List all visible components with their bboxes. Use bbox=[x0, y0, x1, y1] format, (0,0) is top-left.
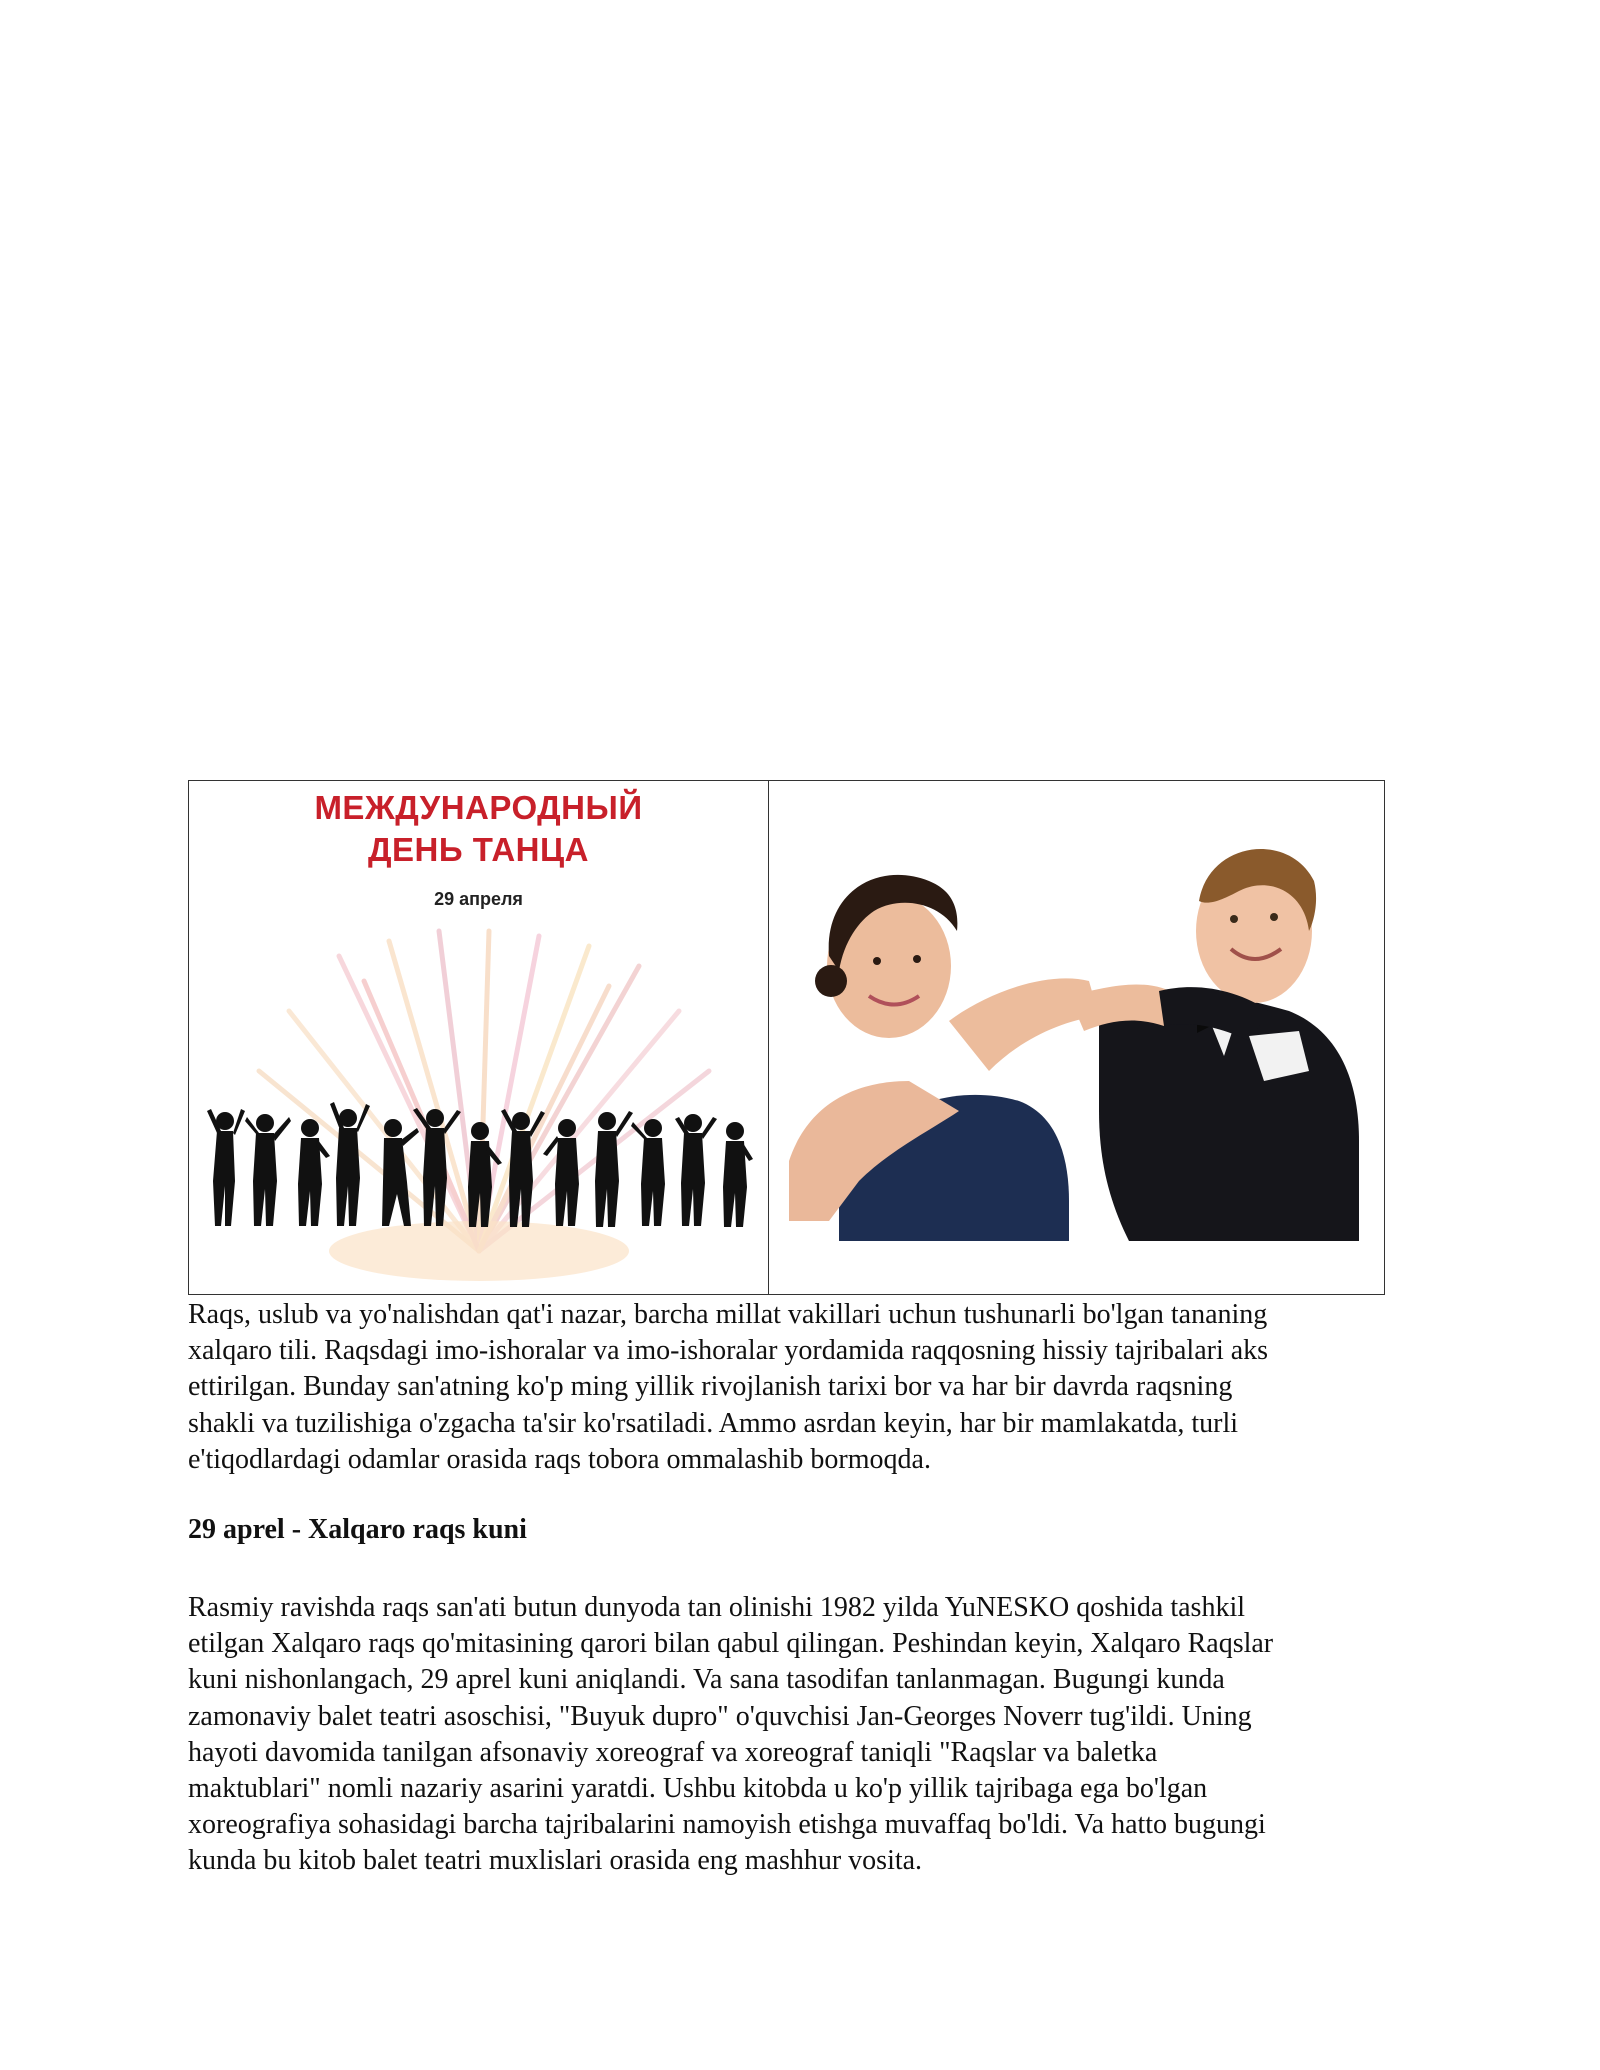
paragraph-line: etilgan Xalqaro raqs qo'mitasining qarori bilan qabul qilingan. Peshindan keyin, Xalqaro Raqslar bbox=[188, 1628, 1274, 1660]
poster-date: 29 апреля bbox=[434, 889, 523, 909]
paragraph-line: kuni nishonlangach, 29 aprel kuni aniqlandi. Va sana tasodifan tanlanmagan. Bugungi kunda bbox=[188, 1664, 1225, 1696]
paragraph-line: maktublari" nomli nazariy asarini yaratdi. Ushbu kitobda u ko'p yillik tajribaga ega bo'lgan bbox=[188, 1773, 1208, 1805]
dancing-couple-photo bbox=[769, 781, 1384, 1294]
paragraph-line: kunda bu kitob balet teatri muxlislari orasida eng mashhur vosita. bbox=[188, 1845, 923, 1877]
intro-paragraph bbox=[188, 1297, 1408, 1478]
paragraph-line: zamonaviy balet teatri asoschisi, "Buyuk dupro" o'quvchisi Jan-Georges Noverr tug'ildi. Uning bbox=[188, 1700, 1252, 1732]
paragraph-line: e'tiqodlardagi odamlar orasida raqs tobora ommalashib bormoqda. bbox=[188, 1443, 931, 1475]
poster-title-line1: МЕЖДУНАРОДНЫЙ bbox=[314, 789, 643, 826]
paragraph-line: Rasmiy ravishda raqs san'ati butun dunyoda tan olinishi 1982 yilda YuNESKO qoshida tashkil bbox=[188, 1592, 1246, 1623]
paragraph-line: Raqs, uslub va yo'nalishdan qat'i nazar, barcha millat vakillari uchun tushunarli bo'lgan tananing bbox=[188, 1299, 1268, 1330]
paragraph-line: xoreografiya sohasidagi barcha tajribalarini namoyish etishga muvaffaq bo'ldi. Va hatto bugungi bbox=[188, 1809, 1266, 1841]
poster-title-line2: ДЕНЬ ТАНЦА bbox=[368, 831, 589, 868]
paragraph-line: hayoti davomida tanilgan afsonaviy xoreograf va xoreograf taniqli "Raqslar va baletka bbox=[188, 1736, 1158, 1768]
section-heading: 29 aprel - Xalqaro raqs kuni bbox=[188, 1514, 527, 1545]
paragraph-line: xalqaro tili. Raqsdagi imo-ishoralar va imo-ishoralar yordamida raqqosning hissiy tajribalari aks bbox=[188, 1335, 1269, 1367]
image-table bbox=[188, 780, 1385, 1295]
paragraph-line: ettirilgan. Bunday san'atning ko'p ming yillik rivojlanish tarixi bor va har bir davrda raqsning bbox=[188, 1371, 1233, 1403]
dance-day-poster bbox=[189, 781, 769, 1294]
paragraph-line: shakli va tuzilishiga o'zgacha ta'sir ko'rsatiladi. Ammo asrdan keyin, har bir mamlakatda, turli bbox=[188, 1407, 1239, 1439]
history-paragraph bbox=[188, 1590, 1408, 1880]
couple-illustration bbox=[769, 781, 1384, 1294]
